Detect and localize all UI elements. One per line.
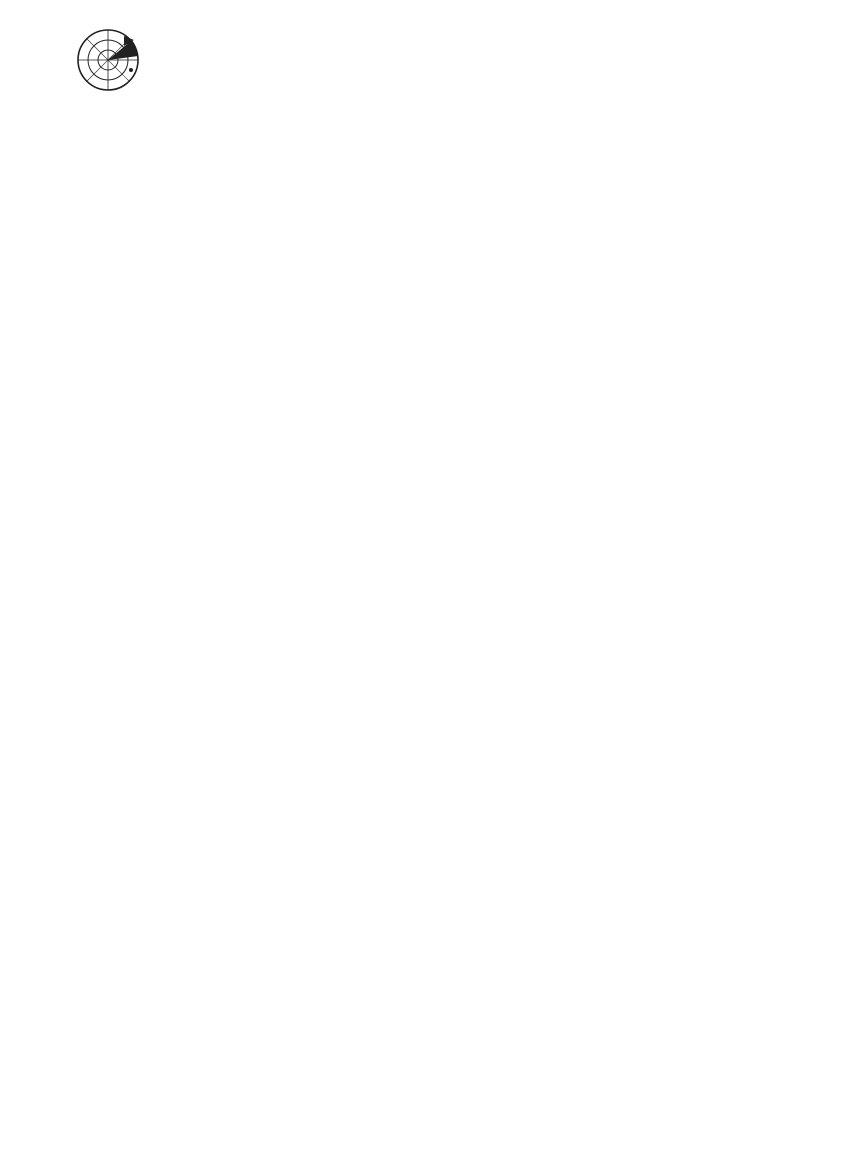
radar-logo-icon <box>28 26 193 106</box>
logo <box>28 26 193 106</box>
